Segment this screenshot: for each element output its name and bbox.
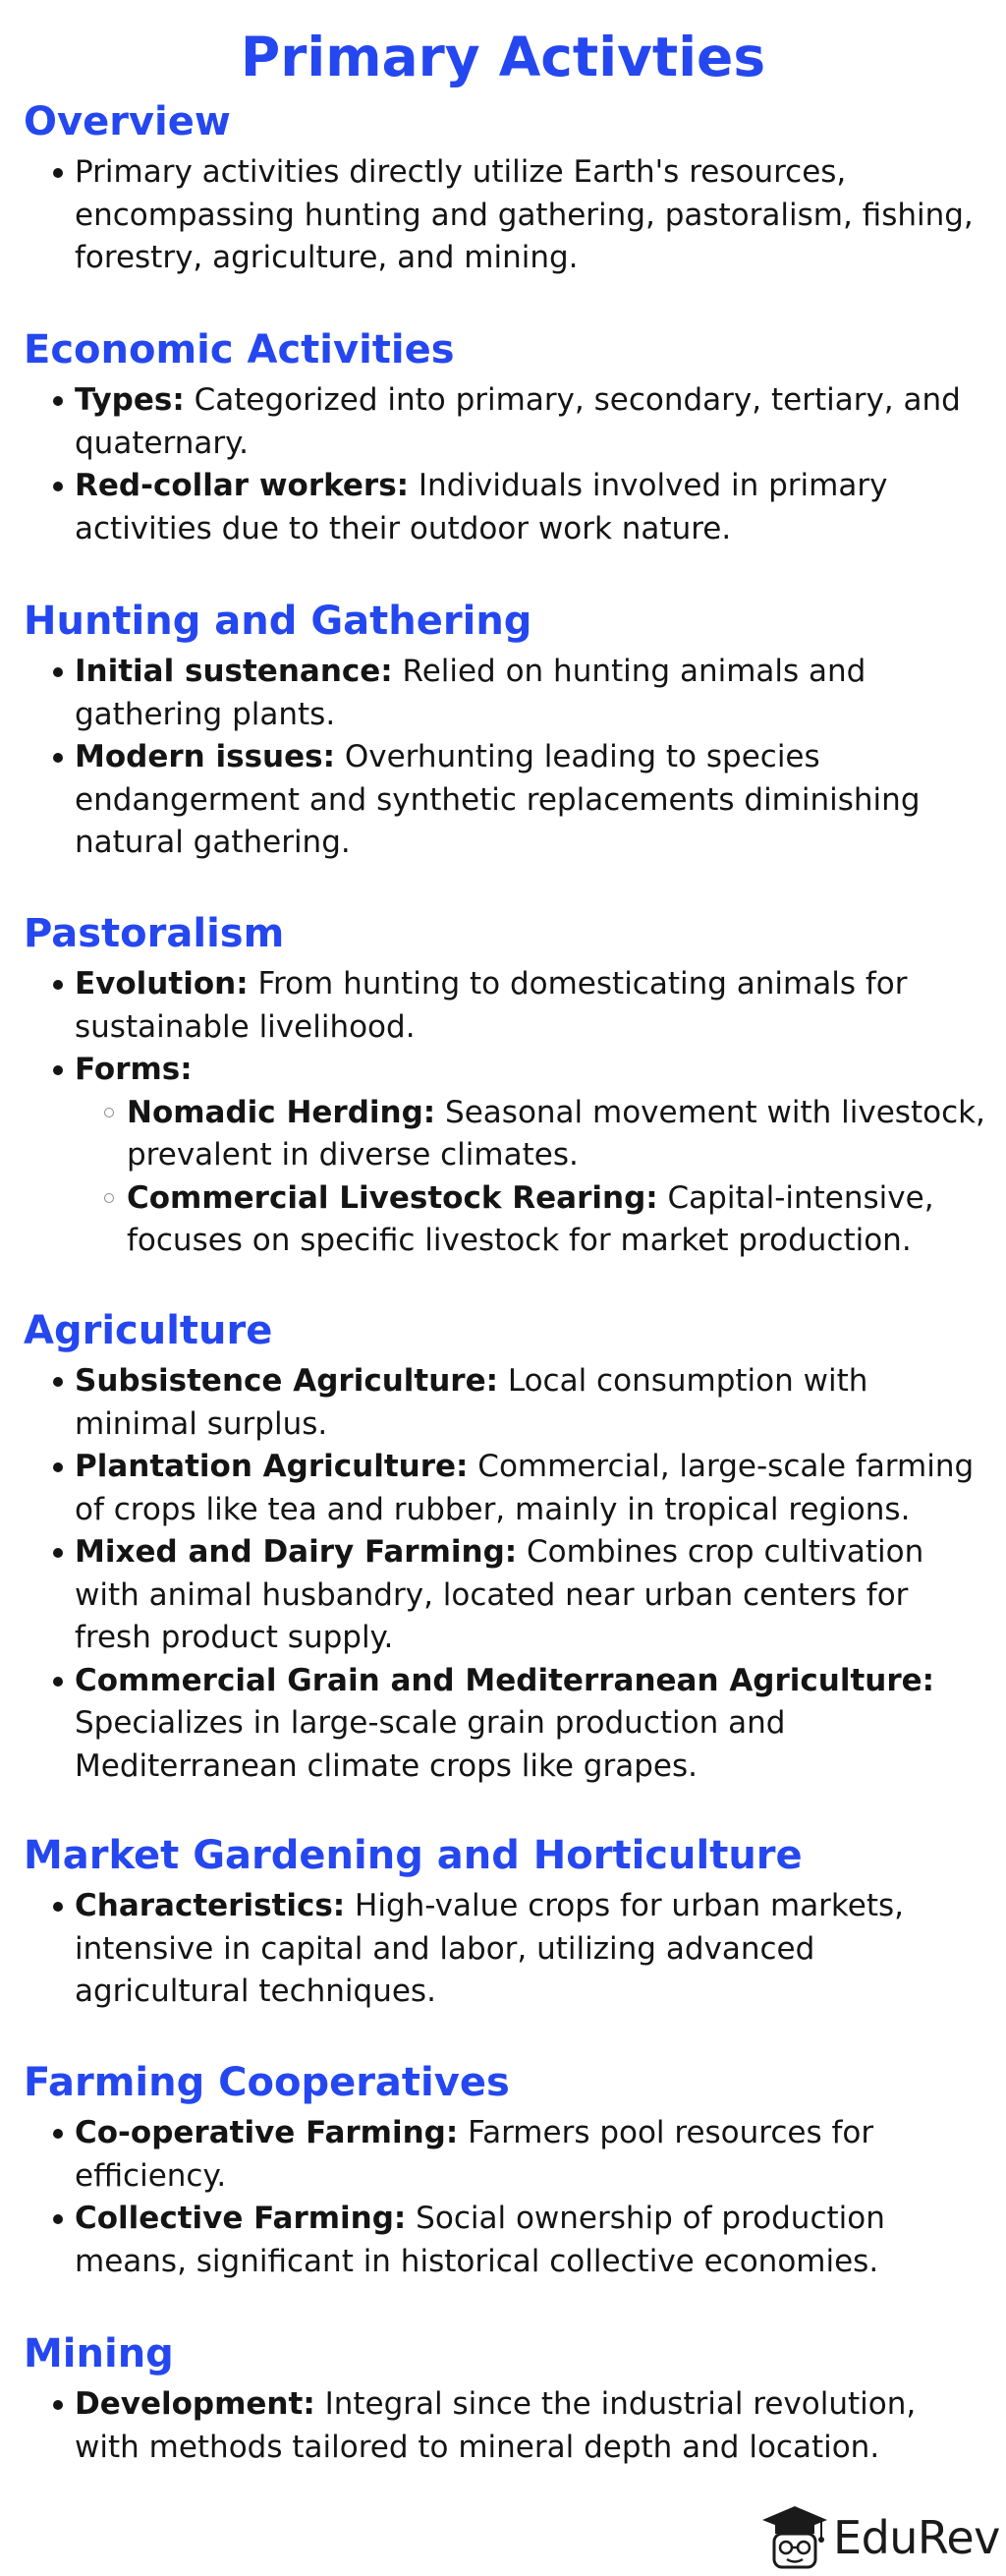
item-text: Relied on hunting animals and gathering plants. [75, 654, 866, 732]
bullet-list [24, 151, 986, 280]
section-heading: Overview [24, 99, 231, 144]
item-text: Social ownership of production means, significant in historical collective economies. [75, 2201, 885, 2279]
list-item [24, 151, 986, 280]
list-item [24, 2383, 986, 2469]
section-mining [24, 2328, 986, 2469]
item-text: Commercial, large-scale farming of crops like tea and rubber, mainly in tropical regions. [75, 1449, 975, 1527]
list-item [24, 2198, 986, 2283]
item-text: Seasonal movement with livestock, prevalent in diverse climates. [127, 1094, 985, 1173]
sub-bullet-list [75, 1092, 986, 1263]
list-item [24, 651, 986, 736]
list-item [24, 1360, 986, 1446]
sub-list-item [24, 1092, 986, 1177]
item-term: Co-operative Farming: [75, 2115, 459, 2150]
item-term: Initial sustenance: [75, 654, 393, 689]
section-farming-cooperatives [24, 2057, 986, 2283]
item-text: From hunting to domesticating animals for sustainable livelihood. [75, 966, 908, 1045]
section-hunting-gathering [24, 596, 986, 865]
section-heading: Market Gardening and Horticulture [24, 1833, 803, 1878]
item-term: Commercial Grain and Mediterranean Agriculture: [75, 1662, 935, 1698]
section-heading: Agriculture [24, 1308, 273, 1353]
bullet-list [24, 651, 986, 865]
item-term: Commercial Livestock Rearing: [127, 1179, 658, 1216]
sub-list-item [24, 1177, 986, 1263]
graduate-cap-icon [760, 2502, 829, 2571]
list-item [24, 1660, 986, 1789]
item-text: Integral since the industrial revolution, with methods tailored to mineral depth and location. [75, 2386, 917, 2465]
item-text: Individuals involved in primary activities due to their outdoor work nature. [75, 468, 888, 546]
item-term: Forms: [75, 1052, 193, 1087]
section-heading: Farming Cooperatives [24, 2060, 510, 2105]
list-item [24, 2112, 986, 2198]
list-item [24, 1531, 986, 1660]
list-item [24, 963, 986, 1049]
item-term: Mixed and Dairy Farming: [75, 1534, 518, 1570]
item-text: Farmers pool resources for efficiency. [75, 2115, 874, 2194]
section-heading: Hunting and Gathering [24, 599, 532, 644]
item-term: Development: [75, 2386, 315, 2422]
item-text: Specializes in large-scale grain production and Mediterranean climate crops like grapes. [75, 1705, 786, 1784]
item-term: Types: [75, 382, 185, 418]
bullet-list [24, 2383, 986, 2469]
section-agriculture [24, 1305, 986, 1788]
bullet-list [24, 2112, 986, 2283]
item-term: Evolution: [75, 966, 249, 1002]
bullet-list [24, 379, 986, 550]
list-item [24, 465, 986, 550]
item-text: Categorized into primary, secondary, tertiary, and quaternary. [75, 382, 961, 461]
item-term: Characteristics: [75, 1888, 346, 1923]
section-heading: Pastoralism [24, 911, 285, 956]
item-text: Primary activities directly utilize Earth's resources, encompassing hunting and gathering, pastoralism, fishing, forestry, agriculture, and mining. [75, 154, 974, 275]
section-heading: Mining [24, 2331, 174, 2376]
item-term: Red-collar workers: [75, 468, 410, 503]
bullet-list [24, 963, 986, 1263]
item-term: Nomadic Herding: [127, 1094, 436, 1130]
item-term: Subsistence Agriculture: [75, 1363, 498, 1399]
list-item [24, 1885, 986, 2014]
item-term: Collective Farming: [75, 2201, 407, 2236]
section-market-gardening [24, 1830, 986, 2014]
item-term: Modern issues: [75, 739, 335, 774]
item-text: Overhunting leading to species endangerment and synthetic replacements diminishing natural gathering. [75, 739, 921, 860]
bullet-list [24, 1885, 986, 2014]
section-pastoralism [24, 908, 986, 1263]
bullet-list [24, 1360, 986, 1788]
list-item [24, 736, 986, 865]
list-item [24, 1049, 986, 1263]
page-title: Primary Activties [240, 26, 766, 88]
section-heading: Economic Activities [24, 327, 455, 372]
section-economic-activities [24, 324, 986, 550]
logo-text: EduRev [833, 2511, 1000, 2564]
section-overview [24, 96, 986, 280]
item-text: Capital-intensive, focuses on specific livestock for market production. [127, 1179, 934, 1258]
edurev-logo [760, 2502, 1000, 2571]
item-text: High-value crops for urban markets, intensive in capital and labor, utilizing advanced agricultural techniques. [75, 1888, 905, 2009]
item-term: Plantation Agriculture: [75, 1449, 469, 1484]
item-text: Combines crop cultivation with animal husbandry, located near urban centers for fresh product supply. [75, 1534, 924, 1655]
item-text: Local consumption with minimal surplus. [75, 1363, 868, 1442]
list-item [24, 379, 986, 465]
list-item [24, 1446, 986, 1531]
